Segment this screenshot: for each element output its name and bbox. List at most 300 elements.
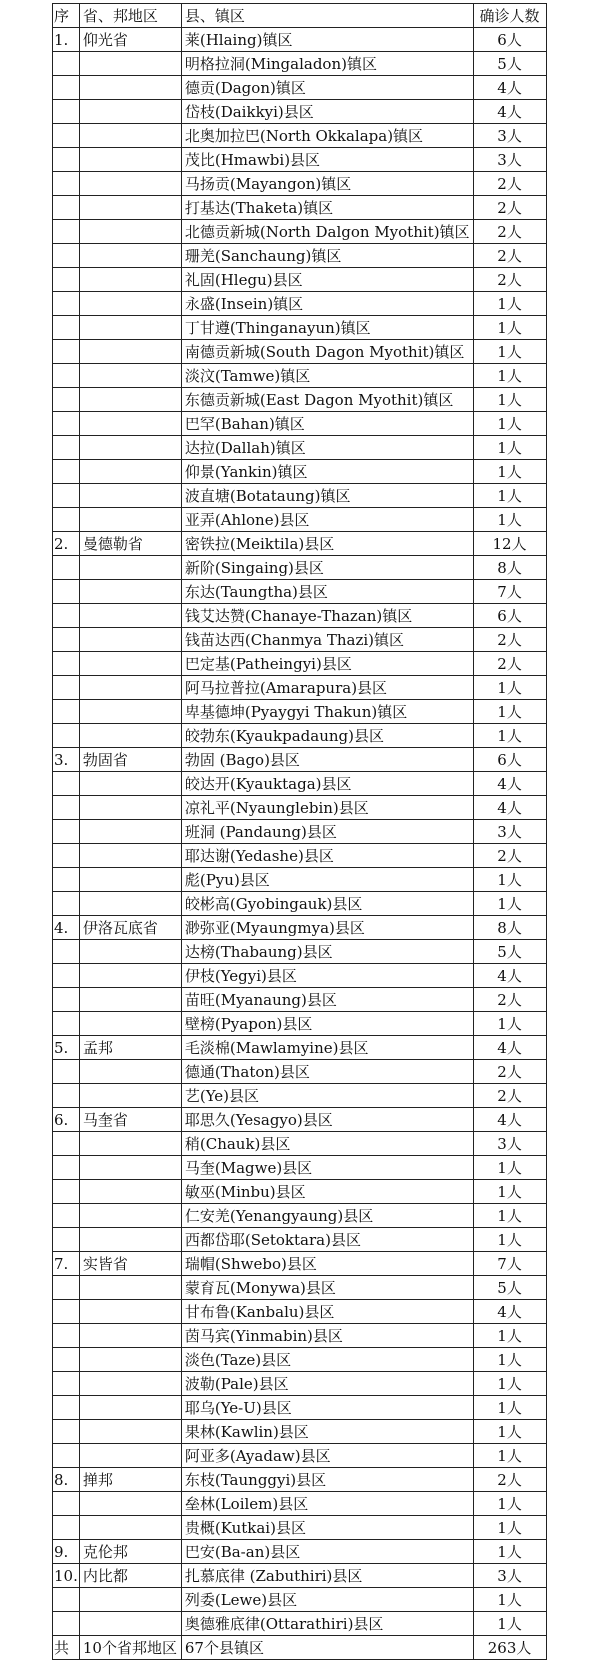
cell-cases: 1人 <box>473 316 546 340</box>
cell-cases: 2人 <box>473 172 546 196</box>
table-row <box>53 940 547 964</box>
cell-township: 蒙育瓦(Monywa)县区 <box>181 1276 473 1300</box>
cell-region <box>79 604 181 628</box>
cell-township: 皎勃东(Kyaukpadaung)县区 <box>181 724 473 748</box>
cell-region <box>79 148 181 172</box>
cell-cases: 1人 <box>473 1540 546 1564</box>
cell-township: 东达(Taungtha)县区 <box>181 580 473 604</box>
cell-township: 勃固 (Bago)县区 <box>181 748 473 772</box>
cell-region <box>79 508 181 532</box>
cell-seq: 7. <box>53 1252 80 1276</box>
cell-cases: 1人 <box>473 1492 546 1516</box>
cell-cases: 4人 <box>473 1036 546 1060</box>
cell-township: 果林(Kawlin)县区 <box>181 1420 473 1444</box>
cell-township: 班洞 (Pandaung)县区 <box>181 820 473 844</box>
cell-region <box>79 340 181 364</box>
cell-region <box>79 1012 181 1036</box>
cell-township: 奥德雅底律(Ottarathiri)县区 <box>181 1612 473 1636</box>
cell-seq <box>53 940 80 964</box>
table-row <box>53 76 547 100</box>
cell-region: 内比都 <box>79 1564 181 1588</box>
table-row <box>53 340 547 364</box>
table-row <box>53 604 547 628</box>
table-row <box>53 1252 547 1276</box>
table-row <box>53 268 547 292</box>
table-row <box>53 844 547 868</box>
cell-township: 东枝(Taunggyi)县区 <box>181 1468 473 1492</box>
table-row <box>53 580 547 604</box>
table-row <box>53 796 547 820</box>
cell-township: 渺弥亚(Myaungmya)县区 <box>181 916 473 940</box>
cell-region <box>79 724 181 748</box>
cell-region <box>79 1276 181 1300</box>
cell-region <box>79 556 181 580</box>
cell-township: 仰景(Yankin)镇区 <box>181 460 473 484</box>
cell-seq <box>53 460 80 484</box>
cell-seq <box>53 556 80 580</box>
cell-cases: 2人 <box>473 244 546 268</box>
table-row <box>53 532 547 556</box>
table-row <box>53 148 547 172</box>
cell-township: 东德贡新城(East Dagon Myothit)镇区 <box>181 388 473 412</box>
cell-township: 打基达(Thaketa)镇区 <box>181 196 473 220</box>
cell-region <box>79 76 181 100</box>
cell-seq <box>53 676 80 700</box>
cell-cases: 4人 <box>473 796 546 820</box>
header-township: 县、镇区 <box>181 4 473 28</box>
cell-township: 巴安(Ba-an)县区 <box>181 1540 473 1564</box>
cell-cases: 1人 <box>473 676 546 700</box>
cell-region <box>79 1300 181 1324</box>
cell-township: 壁榜(Pyapon)县区 <box>181 1012 473 1036</box>
table-row <box>53 1516 547 1540</box>
cell-township: 耶思久(Yesagyo)县区 <box>181 1108 473 1132</box>
cell-region <box>79 1516 181 1540</box>
cell-seq <box>53 580 80 604</box>
cell-seq: 10. <box>53 1564 80 1588</box>
cell-region <box>79 628 181 652</box>
table-row <box>53 628 547 652</box>
cell-region <box>79 1420 181 1444</box>
cell-region <box>79 1060 181 1084</box>
cell-region: 克伦邦 <box>79 1540 181 1564</box>
cell-seq <box>53 412 80 436</box>
cell-township: 仁安羌(Yenangyaung)县区 <box>181 1204 473 1228</box>
cell-seq <box>53 1420 80 1444</box>
cell-region <box>79 124 181 148</box>
cell-region <box>79 820 181 844</box>
cell-region <box>79 196 181 220</box>
cell-cases: 2人 <box>473 628 546 652</box>
cell-seq <box>53 1300 80 1324</box>
cell-seq <box>53 388 80 412</box>
cell-region <box>79 1132 181 1156</box>
table-row <box>53 1228 547 1252</box>
cell-cases: 1人 <box>473 1012 546 1036</box>
table-row <box>53 172 547 196</box>
cell-cases: 5人 <box>473 940 546 964</box>
cell-seq <box>53 436 80 460</box>
table-row <box>53 748 547 772</box>
cell-seq <box>53 364 80 388</box>
cell-region <box>79 484 181 508</box>
cell-region: 勃固省 <box>79 748 181 772</box>
cell-seq: 2. <box>53 532 80 556</box>
cell-seq <box>53 820 80 844</box>
cell-seq <box>53 1492 80 1516</box>
cell-township: 密铁拉(Meiktila)县区 <box>181 532 473 556</box>
cell-cases: 5人 <box>473 52 546 76</box>
cell-region <box>79 868 181 892</box>
cell-region <box>79 1396 181 1420</box>
cell-seq <box>53 628 80 652</box>
cell-seq <box>53 244 80 268</box>
cell-township: 达拉(Dallah)镇区 <box>181 436 473 460</box>
cell-cases: 3人 <box>473 148 546 172</box>
table-row <box>53 412 547 436</box>
cell-township: 皎达开(Kyauktaga)县区 <box>181 772 473 796</box>
cell-region: 伊洛瓦底省 <box>79 916 181 940</box>
cell-seq <box>53 604 80 628</box>
table-row <box>53 1348 547 1372</box>
cell-region <box>79 676 181 700</box>
table-row <box>53 1132 547 1156</box>
cell-region <box>79 244 181 268</box>
cell-township: 波直塘(Botataung)镇区 <box>181 484 473 508</box>
cell-region <box>79 1372 181 1396</box>
cell-township: 皎彬高(Gyobingauk)县区 <box>181 892 473 916</box>
cell-cases: 1人 <box>473 508 546 532</box>
cell-region <box>79 844 181 868</box>
table-row <box>53 988 547 1012</box>
cell-seq <box>53 1444 80 1468</box>
cell-region: 曼德勒省 <box>79 532 181 556</box>
cell-seq <box>53 1348 80 1372</box>
cell-township: 茂比(Hmawbi)县区 <box>181 148 473 172</box>
cell-township: 茵马宾(Yinmabin)县区 <box>181 1324 473 1348</box>
cell-township: 达榜(Thabaung)县区 <box>181 940 473 964</box>
cell-region <box>79 796 181 820</box>
total-row <box>53 1636 547 1660</box>
table-row <box>53 388 547 412</box>
cell-seq <box>53 1180 80 1204</box>
cell-seq <box>53 100 80 124</box>
header-region: 省、邦地区 <box>79 4 181 28</box>
cell-township: 巴定基(Patheingyi)县区 <box>181 652 473 676</box>
cell-seq <box>53 1372 80 1396</box>
cell-cases: 4人 <box>473 76 546 100</box>
cell-region <box>79 364 181 388</box>
cell-cases: 1人 <box>473 700 546 724</box>
cell-region <box>79 268 181 292</box>
total-seq: 共 <box>53 1636 80 1660</box>
cell-seq: 8. <box>53 1468 80 1492</box>
cell-township: 巴罕(Bahan)镇区 <box>181 412 473 436</box>
table-row <box>53 1276 547 1300</box>
cell-township: 耶达谢(Yedashe)县区 <box>181 844 473 868</box>
table-row <box>53 1396 547 1420</box>
table-row <box>53 28 547 52</box>
table-row <box>53 964 547 988</box>
table-row <box>53 1372 547 1396</box>
cell-region <box>79 1348 181 1372</box>
cell-township: 卑基德坤(Pyaygyi Thakun)镇区 <box>181 700 473 724</box>
cell-region <box>79 1324 181 1348</box>
table-row <box>53 1108 547 1132</box>
cell-seq <box>53 964 80 988</box>
cell-cases: 1人 <box>473 1180 546 1204</box>
cell-township: 波勒(Pale)县区 <box>181 1372 473 1396</box>
cell-seq <box>53 1060 80 1084</box>
header-cases: 确诊人数 <box>473 4 546 28</box>
cell-cases: 2人 <box>473 652 546 676</box>
table-row <box>53 220 547 244</box>
cell-cases: 1人 <box>473 1420 546 1444</box>
table-row <box>53 1060 547 1084</box>
cell-township: 敏巫(Minbu)县区 <box>181 1180 473 1204</box>
cell-township: 淡汶(Tamwe)镇区 <box>181 364 473 388</box>
cell-township: 稍(Chauk)县区 <box>181 1132 473 1156</box>
cell-seq <box>53 1588 80 1612</box>
cell-region <box>79 52 181 76</box>
cell-region: 掸邦 <box>79 1468 181 1492</box>
table-body <box>53 28 547 1636</box>
cell-region: 孟邦 <box>79 1036 181 1060</box>
table-row <box>53 892 547 916</box>
cell-township: 淡色(Taze)县区 <box>181 1348 473 1372</box>
cell-seq <box>53 172 80 196</box>
cell-cases: 4人 <box>473 964 546 988</box>
cell-cases: 1人 <box>473 1228 546 1252</box>
cell-township: 扎慕底律 (Zabuthiri)县区 <box>181 1564 473 1588</box>
table-row <box>53 1036 547 1060</box>
cell-township: 明格拉洞(Mingaladon)镇区 <box>181 52 473 76</box>
table-row <box>53 436 547 460</box>
cell-seq <box>53 148 80 172</box>
cell-seq <box>53 844 80 868</box>
cell-region: 实皆省 <box>79 1252 181 1276</box>
cell-township: 珊羌(Sanchaung)镇区 <box>181 244 473 268</box>
cell-cases: 1人 <box>473 388 546 412</box>
table-row <box>53 700 547 724</box>
cell-seq <box>53 316 80 340</box>
table-row <box>53 292 547 316</box>
table-row <box>53 556 547 580</box>
cell-cases: 6人 <box>473 748 546 772</box>
cell-township: 亚弄(Ahlone)县区 <box>181 508 473 532</box>
table-row <box>53 316 547 340</box>
cell-cases: 4人 <box>473 100 546 124</box>
cell-region <box>79 892 181 916</box>
cell-cases: 1人 <box>473 724 546 748</box>
cell-region <box>79 220 181 244</box>
cell-cases: 2人 <box>473 1468 546 1492</box>
cell-township: 彪(Pyu)县区 <box>181 868 473 892</box>
cell-seq <box>53 340 80 364</box>
cell-cases: 2人 <box>473 844 546 868</box>
cell-region <box>79 100 181 124</box>
cell-township: 列委(Lewe)县区 <box>181 1588 473 1612</box>
cell-cases: 3人 <box>473 124 546 148</box>
cell-township: 钱苗达西(Chanmya Thazi)镇区 <box>181 628 473 652</box>
table-row <box>53 1588 547 1612</box>
cell-seq <box>53 1012 80 1036</box>
cell-seq: 9. <box>53 1540 80 1564</box>
table-row <box>53 1012 547 1036</box>
cell-township: 北德贡新城(North Dalgon Myothit)镇区 <box>181 220 473 244</box>
cell-cases: 1人 <box>473 1612 546 1636</box>
cell-township: 阿亚多(Ayadaw)县区 <box>181 1444 473 1468</box>
table-row <box>53 1612 547 1636</box>
cell-cases: 1人 <box>473 1372 546 1396</box>
cell-cases: 2人 <box>473 1060 546 1084</box>
cell-region <box>79 1156 181 1180</box>
cell-region <box>79 316 181 340</box>
table-row <box>53 916 547 940</box>
cell-region <box>79 172 181 196</box>
cell-township: 瑞帽(Shwebo)县区 <box>181 1252 473 1276</box>
table-row <box>53 244 547 268</box>
cell-seq <box>53 508 80 532</box>
table-row <box>53 676 547 700</box>
cell-cases: 4人 <box>473 1108 546 1132</box>
cell-region: 马奎省 <box>79 1108 181 1132</box>
cell-cases: 1人 <box>473 1588 546 1612</box>
cell-cases: 1人 <box>473 1348 546 1372</box>
cell-seq: 3. <box>53 748 80 772</box>
cell-seq <box>53 292 80 316</box>
cell-township: 礼固(Hlegu)县区 <box>181 268 473 292</box>
table-row <box>53 364 547 388</box>
cell-cases: 4人 <box>473 772 546 796</box>
cell-cases: 1人 <box>473 460 546 484</box>
cell-region: 仰光省 <box>79 28 181 52</box>
cell-region <box>79 292 181 316</box>
cell-township: 岱枝(Daikkyi)县区 <box>181 100 473 124</box>
cell-region <box>79 1492 181 1516</box>
cell-township: 南德贡新城(South Dagon Myothit)镇区 <box>181 340 473 364</box>
table-row <box>53 52 547 76</box>
table-row <box>53 1324 547 1348</box>
cell-cases: 4人 <box>473 1300 546 1324</box>
cell-township: 钱艾达赞(Chanaye-Thazan)镇区 <box>181 604 473 628</box>
cell-cases: 8人 <box>473 916 546 940</box>
cell-seq <box>53 1516 80 1540</box>
cell-seq <box>53 52 80 76</box>
cell-seq: 4. <box>53 916 80 940</box>
table-row <box>53 460 547 484</box>
cell-township: 马扬贡(Mayangon)镇区 <box>181 172 473 196</box>
cell-cases: 2人 <box>473 988 546 1012</box>
table-row <box>53 1300 547 1324</box>
cell-township: 阿马拉普拉(Amarapura)县区 <box>181 676 473 700</box>
cell-seq <box>53 700 80 724</box>
cell-cases: 1人 <box>473 1204 546 1228</box>
cell-region <box>79 1444 181 1468</box>
table-row <box>53 772 547 796</box>
cell-township: 马奎(Magwe)县区 <box>181 1156 473 1180</box>
cell-cases: 1人 <box>473 868 546 892</box>
cell-cases: 1人 <box>473 1324 546 1348</box>
cell-township: 苗旺(Myanaung)县区 <box>181 988 473 1012</box>
table-row <box>53 652 547 676</box>
cell-cases: 8人 <box>473 556 546 580</box>
table-row <box>53 1204 547 1228</box>
cell-seq <box>53 772 80 796</box>
cell-cases: 5人 <box>473 1276 546 1300</box>
cell-cases: 7人 <box>473 580 546 604</box>
table-row <box>53 1444 547 1468</box>
cell-seq <box>53 124 80 148</box>
cell-seq <box>53 1228 80 1252</box>
cell-seq <box>53 1612 80 1636</box>
cell-township: 莱(Hlaing)镇区 <box>181 28 473 52</box>
cell-township: 毛淡棉(Mawlamyine)县区 <box>181 1036 473 1060</box>
cell-township: 贵概(Kutkai)县区 <box>181 1516 473 1540</box>
table-row <box>53 1540 547 1564</box>
table-row <box>53 1420 547 1444</box>
cell-cases: 3人 <box>473 1564 546 1588</box>
cell-region <box>79 460 181 484</box>
cell-seq <box>53 1324 80 1348</box>
cell-township: 北奥加拉巴(North Okkalapa)镇区 <box>181 124 473 148</box>
cell-region <box>79 988 181 1012</box>
cell-cases: 3人 <box>473 820 546 844</box>
cell-township: 甘布鲁(Kanbalu)县区 <box>181 1300 473 1324</box>
cell-region <box>79 964 181 988</box>
cell-region <box>79 700 181 724</box>
cell-township: 德通(Thaton)县区 <box>181 1060 473 1084</box>
cell-seq <box>53 484 80 508</box>
cell-region <box>79 772 181 796</box>
cell-region <box>79 940 181 964</box>
cell-seq: 6. <box>53 1108 80 1132</box>
cell-seq <box>53 1396 80 1420</box>
cell-seq <box>53 1156 80 1180</box>
cell-seq: 5. <box>53 1036 80 1060</box>
cell-region <box>79 1180 181 1204</box>
cell-township: 垒林(Loilem)县区 <box>181 1492 473 1516</box>
cell-seq <box>53 988 80 1012</box>
cell-region <box>79 436 181 460</box>
cell-region <box>79 412 181 436</box>
cell-township: 耶乌(Ye-U)县区 <box>181 1396 473 1420</box>
cell-township: 伊枝(Yegyi)县区 <box>181 964 473 988</box>
cell-seq <box>53 220 80 244</box>
cell-region <box>79 388 181 412</box>
cell-cases: 1人 <box>473 1444 546 1468</box>
cell-region <box>79 580 181 604</box>
cell-seq <box>53 1084 80 1108</box>
cell-cases: 2人 <box>473 1084 546 1108</box>
cell-seq <box>53 796 80 820</box>
cell-cases: 1人 <box>473 292 546 316</box>
cell-cases: 12人 <box>473 532 546 556</box>
cell-seq <box>53 1132 80 1156</box>
table-row <box>53 1180 547 1204</box>
cell-cases: 3人 <box>473 1132 546 1156</box>
cell-cases: 1人 <box>473 1396 546 1420</box>
cell-township: 德贡(Dagon)镇区 <box>181 76 473 100</box>
table-row <box>53 484 547 508</box>
cell-cases: 1人 <box>473 364 546 388</box>
cell-region <box>79 652 181 676</box>
table-row <box>53 100 547 124</box>
cell-seq <box>53 652 80 676</box>
table-row <box>53 820 547 844</box>
cell-cases: 1人 <box>473 340 546 364</box>
table-row <box>53 724 547 748</box>
